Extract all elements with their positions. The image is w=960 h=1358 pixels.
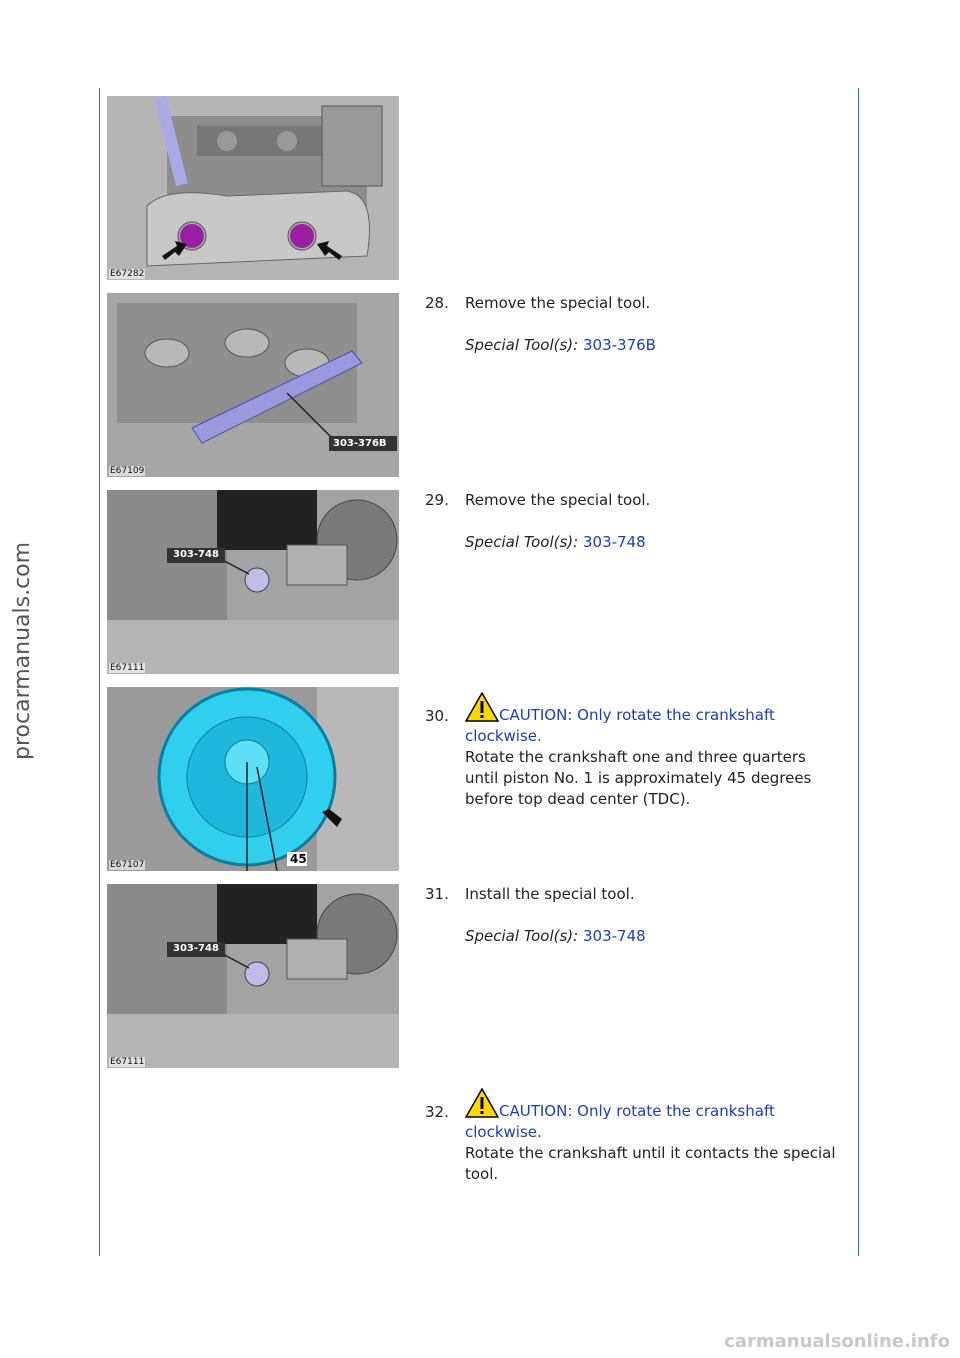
warning-icon bbox=[465, 692, 499, 722]
side-watermark-text: procarmanuals.com bbox=[10, 541, 35, 760]
figure-code: E67111 bbox=[110, 663, 145, 673]
figure-tool-label: 303-748 bbox=[173, 943, 219, 954]
step-text: Remove the special tool. bbox=[465, 294, 651, 312]
figure-code: E67107 bbox=[110, 860, 145, 870]
step-number: 31. bbox=[425, 885, 449, 903]
figure-timing-tool-303-376B bbox=[107, 293, 399, 477]
special-tool-link[interactable]: 303-376B bbox=[583, 336, 656, 354]
warning-icon bbox=[465, 1088, 499, 1118]
special-tool-prefix: Special Tool(s): bbox=[465, 927, 579, 945]
left-margin-rule bbox=[99, 88, 100, 1256]
step-text: Remove the special tool. bbox=[465, 491, 651, 509]
figure-code: E67109 bbox=[110, 466, 145, 476]
step-number: 28. bbox=[425, 294, 449, 312]
step-body bbox=[465, 1088, 855, 1185]
right-margin-rule bbox=[858, 88, 859, 1256]
special-tool-link[interactable]: 303-748 bbox=[583, 927, 646, 945]
step-text: Install the special tool. bbox=[465, 885, 635, 903]
figure-code: E67282 bbox=[110, 269, 145, 279]
figure-crank-tool-303-748 bbox=[107, 490, 399, 674]
step-line-2: until piston No. 1 is approximately 45 degrees bbox=[465, 769, 812, 787]
figure-camshaft-plugs bbox=[107, 96, 399, 280]
special-tool-prefix: Special Tool(s): bbox=[465, 533, 579, 551]
special-tool-link[interactable]: 303-748 bbox=[583, 533, 646, 551]
special-tool-line bbox=[465, 926, 646, 947]
figure-crankshaft-45-degrees bbox=[107, 687, 399, 871]
caution-text-cont: clockwise. bbox=[465, 727, 542, 745]
bottom-watermark: carmanualsonline.info bbox=[724, 1331, 950, 1352]
step-body bbox=[465, 692, 855, 810]
step-number: 30. bbox=[425, 707, 449, 725]
caution-text: CAUTION: Only rotate the crankshaft bbox=[499, 1102, 775, 1120]
figure-tool-label: 303-376B bbox=[333, 438, 387, 449]
step-number: 32. bbox=[425, 1103, 449, 1121]
figure-tool-label: 303-748 bbox=[173, 549, 219, 560]
special-tool-line bbox=[465, 335, 656, 356]
figure-angle-label: 45 bbox=[290, 852, 307, 866]
caution-text-cont: clockwise. bbox=[465, 1123, 542, 1141]
step-line-1: Rotate the crankshaft one and three quarters bbox=[465, 748, 806, 766]
step-number: 29. bbox=[425, 491, 449, 509]
figure-crank-tool-303-748-install bbox=[107, 884, 399, 1068]
special-tool-line bbox=[465, 532, 646, 553]
caution-text: CAUTION: Only rotate the crankshaft bbox=[499, 706, 775, 724]
step-line-3: before top dead center (TDC). bbox=[465, 790, 691, 808]
figure-code: E67111 bbox=[110, 1057, 145, 1067]
step-line-1: Rotate the crankshaft until it contacts the special bbox=[465, 1144, 836, 1162]
step-line-2: tool. bbox=[465, 1165, 499, 1183]
special-tool-prefix: Special Tool(s): bbox=[465, 336, 579, 354]
